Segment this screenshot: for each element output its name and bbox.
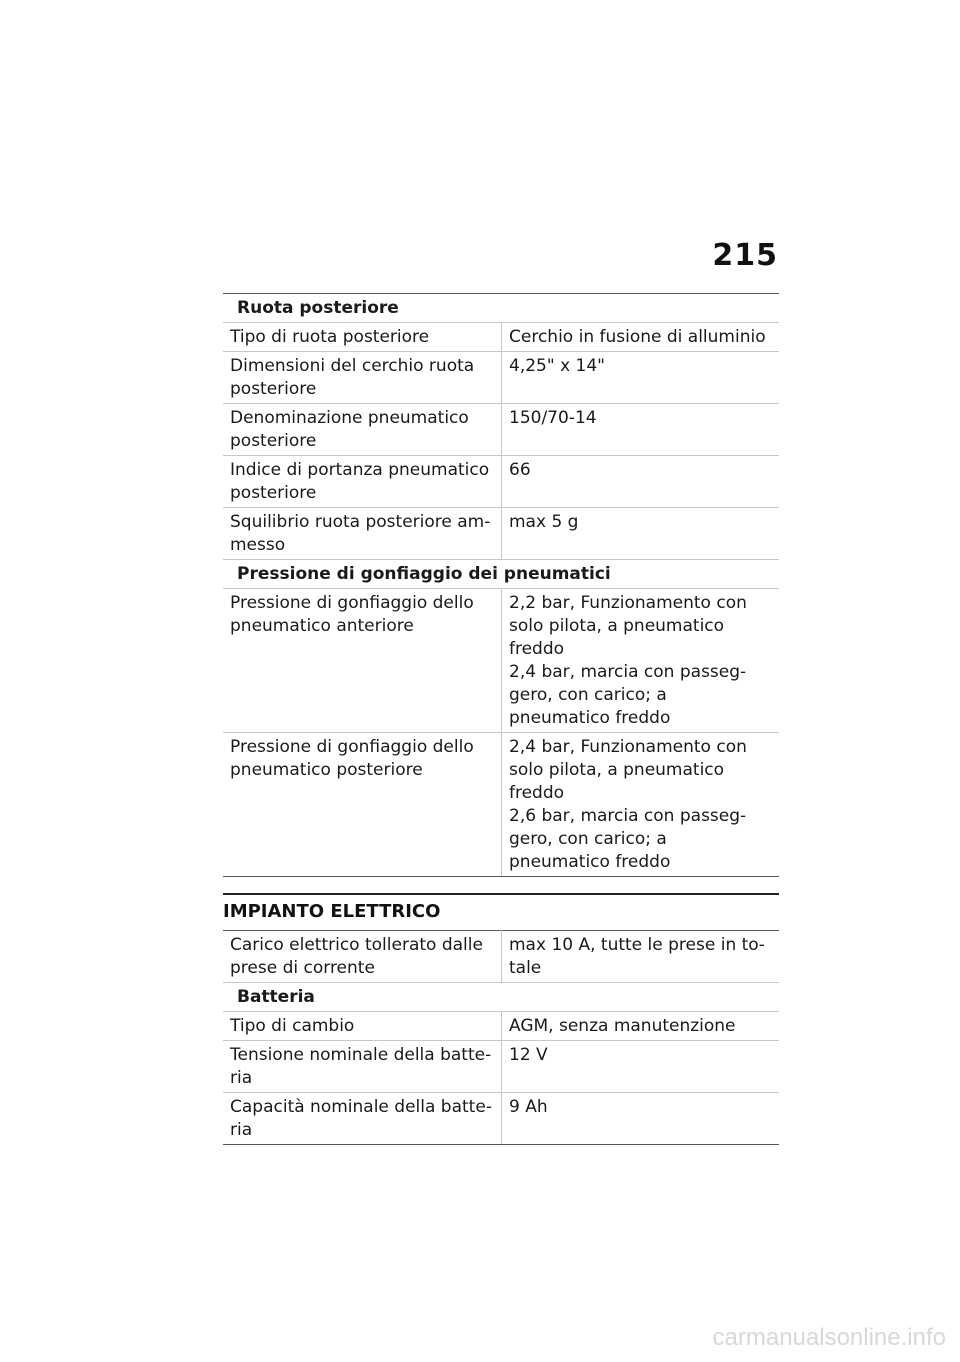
row-value: 2,4 bar, Funzionamento con solo pilota, a pneumatico freddo 2,6 bar, marcia con passeggero, con carico; a pneumatico freddo [502, 733, 780, 877]
row-label: Tensione nominale della batteria [223, 1041, 502, 1093]
row-value: 2,2 bar, Funzionamento con solo pilota, a pneumatico freddo 2,4 bar, marcia con passeggero, con carico; a pneumatico freddo [502, 589, 780, 733]
page-number: 215 [712, 238, 778, 273]
row-value: 9 Ah [502, 1093, 780, 1145]
row-label: Squilibrio ruota posteriore ammesso [223, 508, 502, 560]
table-row [223, 404, 779, 456]
table-row [223, 1041, 779, 1093]
table-row [223, 589, 779, 733]
section-title-electrical: IMPIANTO ELETTRICO [223, 893, 779, 930]
row-label: Indice di portanza pneumatico posteriore [223, 456, 502, 508]
table-row [223, 931, 779, 983]
table-section-header [223, 983, 779, 1012]
row-label: Carico elettrico tollerato dalle prese di corrente [223, 931, 502, 983]
table-row [223, 1012, 779, 1041]
row-value: Cerchio in fusione di alluminio [502, 323, 780, 352]
row-value: 150/70-14 [502, 404, 780, 456]
spec-content [223, 293, 779, 1145]
row-label: Capacità nominale della batteria [223, 1093, 502, 1145]
table-section-header [223, 294, 779, 323]
section-header-tire-pressure: Pressione di gonfiaggio dei pneumatici [223, 560, 779, 589]
row-value: max 10 A, tutte le prese in totale [502, 931, 780, 983]
electrical-table [223, 930, 779, 1145]
table-row [223, 733, 779, 877]
row-label: Tipo di ruota posteriore [223, 323, 502, 352]
row-label: Pressione di gonfiaggio dello pneumatico anteriore [223, 589, 502, 733]
row-label: Denominazione pneumatico posteriore [223, 404, 502, 456]
table-row [223, 1093, 779, 1145]
row-value: 4,25" x 14" [502, 352, 780, 404]
row-value: 12 V [502, 1041, 780, 1093]
row-label: Dimensioni del cerchio ruota posteriore [223, 352, 502, 404]
table-row [223, 352, 779, 404]
rear-wheel-table [223, 293, 779, 877]
table-row [223, 456, 779, 508]
row-label: Pressione di gonfiaggio dello pneumatico posteriore [223, 733, 502, 877]
watermark: carmanualsonline.info [712, 1324, 946, 1351]
table-row [223, 508, 779, 560]
section-header-battery: Batteria [223, 983, 779, 1012]
table-section-header [223, 560, 779, 589]
row-label: Tipo di cambio [223, 1012, 502, 1041]
row-value: max 5 g [502, 508, 780, 560]
section-header-rear-wheel: Ruota posteriore [223, 294, 779, 323]
row-value: AGM, senza manutenzione [502, 1012, 780, 1041]
table-row [223, 323, 779, 352]
row-value: 66 [502, 456, 780, 508]
